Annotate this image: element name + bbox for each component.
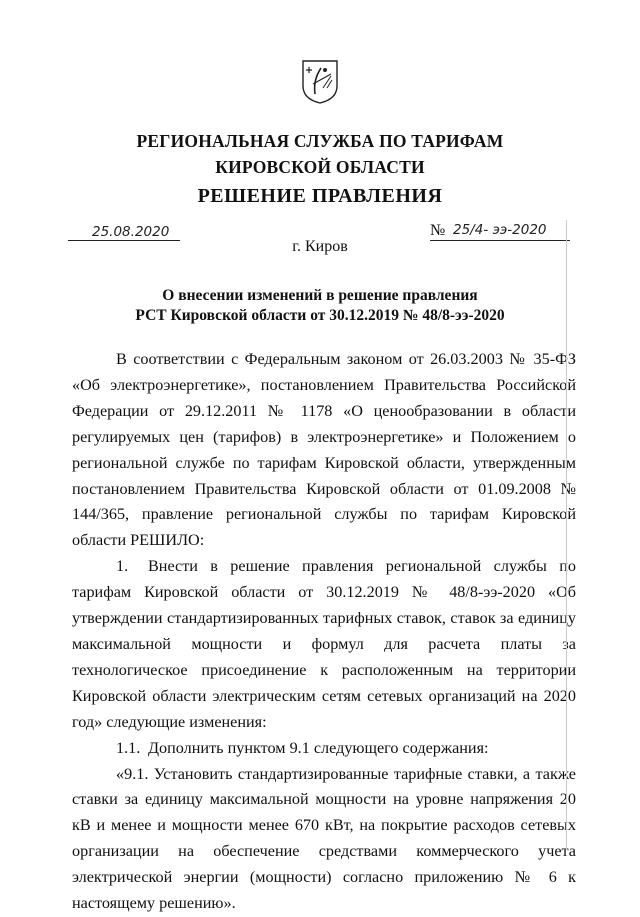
document-subject [0,286,640,326]
number-label: № [430,222,446,239]
subject-line2: РСТ Кировской области от 30.12.2019 № 48/8-ээ-2020 [135,307,505,324]
item-1-1-text: Дополнить пунктом 9.1 следующего содержания: [148,738,489,757]
org-name-line2: КИРОВСКОЙ ОБЛАСТИ [215,157,425,177]
scan-margin-line [566,220,567,850]
item-1-paragraph [72,554,576,735]
organization-name [0,128,640,180]
org-name-line1: РЕГИОНАЛЬНАЯ СЛУЖБА ПО ТАРИФАМ [136,131,504,151]
quoted-clause-paragraph: «9.1. Установить стандартизированные тарифные ставки, а также ставки за единицу максимальной мощности на уровне напряжения 20 кВ и менее и мощности менее 670 кВт, на покрытие расходов сетевых организации на обеспечение средствами коммерческого учета электрической энергии (мощности) согласно приложению № 6 к настоящему решению». [72,764,576,913]
coat-of-arms-icon [301,58,339,104]
subject-line1: О внесении изменений в решение правления [162,287,478,304]
document-number: 25/4- ээ-2020 [453,222,547,238]
document-body [72,347,576,917]
document-date: 25.08.2020 [92,224,170,240]
item-1-number: 1. [116,557,129,576]
city: г. Киров [292,238,348,255]
intro-paragraph: В соответствии с Федеральным законом от 26.03.2003 № 35-ФЗ «Об электроэнергетике», постановлением Правительства Российской Федерации от 29.12.2011 № 1178 «О ценообразовании в области регулируемых цен (тарифов) в электроэнергетике» и Положением о региональной службе по тарифам Кировской области, утвержденным постановлением Правительства Кировской области от 01.09.2008 № 144/365, правление региональной службы по тарифам Кировской области РЕШИЛО: [72,350,576,550]
document-type-title: РЕШЕНИЕ ПРАВЛЕНИЯ [197,185,443,207]
item-1-text: Внести в решение правления региональной службы по тарифам Кировской области от 30.12.2019 № 48/8-ээ-2020 «Об утверждении стандартизированных тарифных ставок, ставок за единицу максимальной мощности и формул для расчета платы за технологическое присоединение к расположенным на территории Кировской области электрическим сетям сетевых организаций на 2020 год» следующие изменения: [72,557,576,731]
item-1-1-paragraph [72,736,576,762]
item-1-1-number: 1.1. [116,738,141,757]
